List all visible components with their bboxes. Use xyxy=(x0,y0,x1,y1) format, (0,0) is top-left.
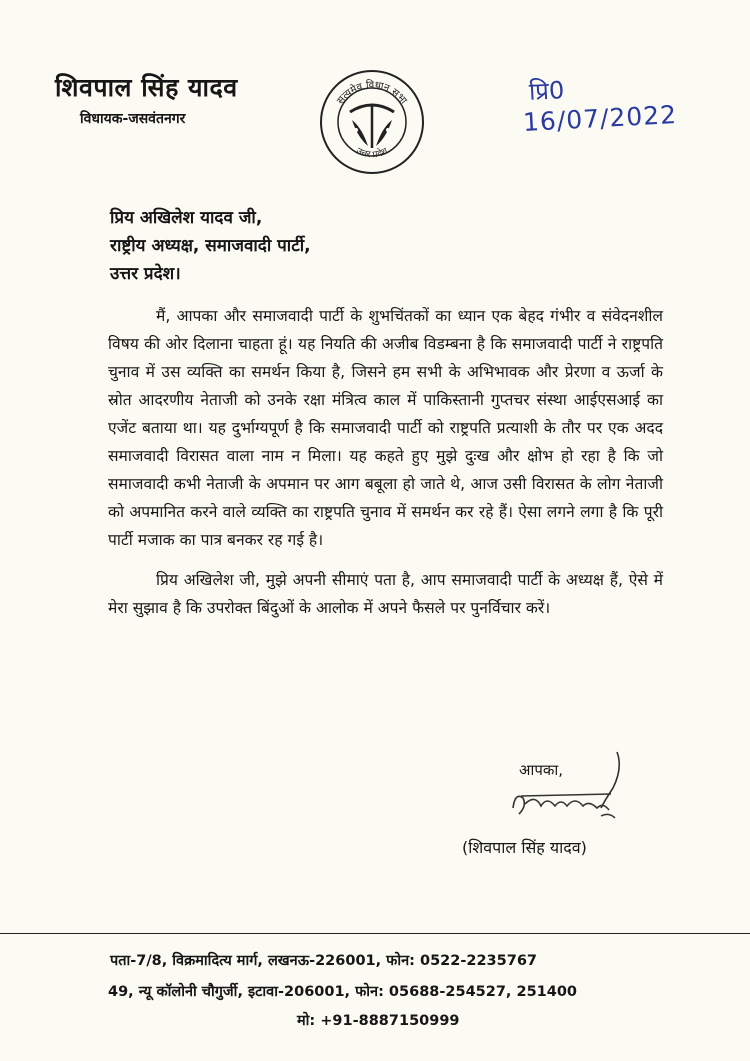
footer-line-etawah: 49, न्यू कॉलोनी चौगुर्जी, इटावा-206001, फोन: 05688-254527, 251400 xyxy=(108,984,578,1000)
body-paragraph-2: प्रिय अखिलेश जी, मुझे अपनी सीमाएं पता है, आप समाजवादी पार्टी के अध्यक्ष हैं, ऐसे में मेरा सुझाव है कि उपरोक्त बिंदुओं के आलोक में अपने फैसले पर पुनर्विचार करें। xyxy=(108,571,663,617)
valediction: आपका, xyxy=(519,761,564,779)
salutation-addressee: प्रिय अखिलेश यादव जी, xyxy=(110,208,263,228)
handwritten-signature-icon xyxy=(505,748,635,828)
salutation-position: राष्ट्रीय अध्यक्ष, समाजवादी पार्टी, xyxy=(110,236,311,256)
emblem-bottom-text: उत्तर प्रदेश xyxy=(354,146,390,161)
handwritten-note-date: 16/07/2022 xyxy=(522,99,678,138)
salutation-block xyxy=(110,204,311,288)
footer-divider xyxy=(0,933,750,934)
footer-line-lucknow: पता-7/8, विक्रमादित्य मार्ग, लखनऊ-226001, फोन: 0522-2235767 xyxy=(110,953,538,969)
svg-text:उत्तर प्रदेश xyxy=(355,146,391,160)
salutation-state: उत्तर प्रदेश। xyxy=(110,264,181,284)
letter-body xyxy=(108,302,663,634)
body-paragraph-1: मैं, आपका और समाजवादी पार्टी के शुभचिंतकों का ध्यान एक बेहद गंभीर व संवेदनशील विषय की ओर दिलाना चाहता हूं। यह नियति की अजीब विडम्बना है कि समाजवादी पार्टी ने राष्ट्रपति चुनाव में उस व्यक्ति का समर्थन किया है, जिसने हम सभी के अभिभावक और प्रेरणा व ऊर्जा के स्रोत आदरणीय नेताजी को उनके रक्षा मंत्रित्व काल में पाकिस्तानी गुप्तचर संस्था आईएसआई का एजेंट बताया था। यह दुर्भाग्यपूर्ण है कि समाजवादी पार्टी को राष्ट्रपति प्रत्याशी के तौर पर एक अदद समाजवादी विरासत वाला नाम न मिला। यह कहते हुए मुझे दुःख और क्षोभ हो रहा है कि जो समाजवादी कभी नेताजी के अपमान पर आग बबूला हो जाते थे, आज उसी विरासत के लोग नेताजी को अपमानित करने वाले व्यक्ति का राष्ट्रपति चुनाव में समर्थन कर रहे हैं। ऐसा लगने लगा है कि पूरी पार्टी मजाक का पात्र बनकर रह गई है। xyxy=(108,307,663,549)
up-vidhan-sabha-emblem-icon xyxy=(318,68,426,176)
emblem-top-text: सत्यमेव विधान सभा xyxy=(335,79,409,107)
handwritten-date-note xyxy=(523,70,713,150)
signatory-name: (शिवपाल सिंह यादव) xyxy=(462,838,587,857)
sender-name: शिवपाल सिंह यादव xyxy=(55,73,238,102)
svg-text:सत्यमेव विधान सभा xyxy=(335,79,409,107)
sender-designation: विधायक-जसवंतनगर xyxy=(80,111,186,127)
handwritten-note-line1: प्रि0 xyxy=(528,76,565,106)
footer-line-mobile: मो: +91-8887150999 xyxy=(297,1013,460,1029)
